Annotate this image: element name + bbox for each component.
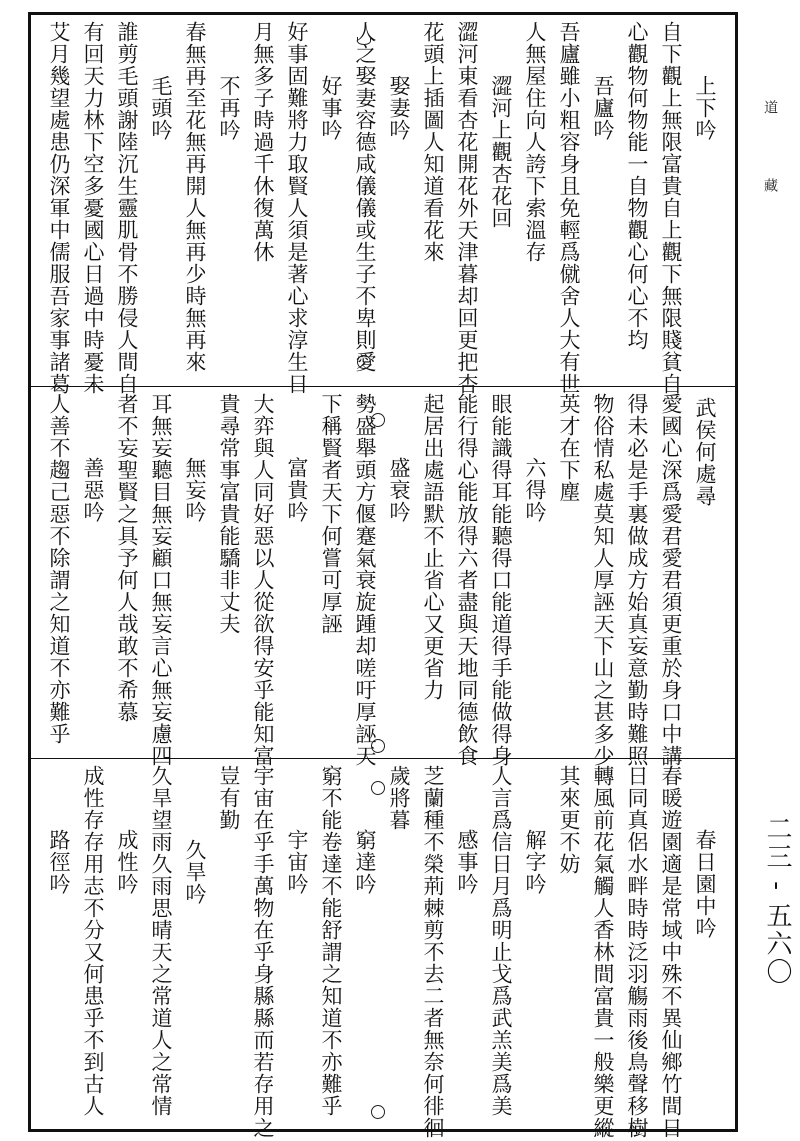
circle-marker-icon	[357, 37, 371, 45]
page-frame	[28, 12, 738, 1139]
text-column: 人言爲信日月爲明止戈爲武羔美爲美	[489, 765, 513, 1117]
text-column: 誰剪毛頭謝陸沉生靈肌骨不勝侵人間自	[115, 21, 139, 395]
poem-title: 窮達吟	[353, 829, 377, 895]
text-column: 耳無妄聽目無妄顧口無妄言心無妄慮四	[149, 393, 173, 767]
poem-title: 春日園中吟	[693, 829, 717, 939]
poem-title: 路徑吟	[47, 829, 71, 895]
margin-label-top: 道	[762, 100, 778, 120]
poem-title: 善惡吟	[81, 457, 105, 523]
poem-title: 武侯何處尋	[693, 397, 717, 507]
text-column: 窮不能卷達不能舒謂之知道不亦難乎	[319, 765, 343, 1117]
text-column: 春暖遊園適是常域中殊不異仙鄉竹間日	[659, 765, 683, 1139]
text-column: 眼能識得耳能聽得口能道得手能做得身	[489, 393, 513, 767]
text-column: 貴尋常事富貴能驕非丈夫	[217, 393, 241, 635]
text-column: 歲將暮	[387, 765, 411, 831]
text-column: 豈有勤	[217, 765, 241, 831]
text-column: 勢盛舉頭方偃蹇氣衰旋踵却嗟吁厚誣天	[353, 393, 377, 767]
text-column: 得未必是手裏做成方始真妄意勤時難照	[625, 393, 649, 767]
text-column: 自下觀上無限富貴自上觀下無限賤貧自	[659, 21, 683, 395]
poem-title: 富貴吟	[285, 457, 309, 523]
text-column: 大弈與人同好惡以人從欲得安乎能知富	[251, 393, 275, 767]
circle-marker-icon	[371, 781, 385, 795]
circle-marker-icon	[357, 355, 371, 369]
text-column: 芝蘭種不榮荊棘剪不去二者無奈何徘徊	[421, 765, 445, 1139]
text-column: 春無再至花無再開人無再少時無再來	[183, 21, 207, 373]
circle-marker-icon	[371, 1105, 385, 1119]
poem-title: 娶妻吟	[387, 75, 411, 141]
poem-title: 好事吟	[319, 75, 343, 141]
text-column: 物俗情私處莫知人厚誣天下山之甚多少	[591, 393, 615, 767]
text-column: 花頭上插圖人知道看花來	[421, 21, 445, 263]
text-column: 起居出處語默不止省心又更省力	[421, 393, 445, 701]
text-panel-bottom	[31, 759, 735, 1139]
text-column: 其來更不妨	[557, 765, 581, 875]
poem-title: 久旱吟	[183, 839, 207, 905]
poem-title: 感事吟	[455, 829, 479, 895]
text-column: 人無屋住向人誇下索溫存	[523, 21, 547, 263]
text-column: 心觀物何物能一自物觀心何心不均	[625, 21, 649, 351]
poem-title: 宇宙吟	[285, 829, 309, 895]
text-column: 吾廬雖小粗容身且免輕爲僦舍人大有世	[557, 21, 581, 395]
text-column: 日同真侶水畔時時泛羽觴雨後鳥聲移樹	[625, 765, 649, 1139]
text-column: 艾月幾望處患仍深軍中儒服吾家事諸葛	[47, 21, 71, 395]
text-column: 下稱賢者天下何嘗可厚誣	[319, 393, 343, 635]
poem-title: 毛頭吟	[149, 75, 173, 141]
margin-label-second: 藏	[762, 178, 778, 198]
text-column: 愛國心深爲愛君愛君須更重於身口中講	[659, 393, 683, 767]
text-column: 久旱望雨久雨思晴天之常道人之常情	[149, 765, 173, 1117]
text-column: 人之娶妻容德咸儀儀或生子不卑則愛	[353, 21, 377, 373]
text-column: 月無多子時過千休復萬休	[251, 21, 275, 263]
poem-title: 無妄吟	[183, 457, 207, 523]
poem-title: 六得吟	[523, 457, 547, 523]
poem-title: 不再吟	[217, 75, 241, 141]
poem-title: 吾廬吟	[591, 75, 615, 141]
text-column: 轉風前花氣觸人香林間富貴一般樂更縱	[591, 765, 615, 1139]
text-panel-middle	[31, 387, 735, 767]
folio-number: 二三 - 五六〇	[762, 815, 792, 987]
poem-title: 盛衰吟	[387, 457, 411, 523]
poem-title: 成性吟	[115, 829, 139, 895]
text-column: 宇宙在乎手萬物在乎身縣縣而若存用之	[251, 765, 275, 1139]
text-column: 好事固難將力取賢人須是著心求淳生日	[285, 21, 309, 395]
text-column: 者不妄聖賢之具予何人哉敢不希慕	[115, 393, 139, 723]
poem-title: 上下吟	[693, 75, 717, 141]
text-column: 有回天力林下空多憂國心日過中時憂未	[81, 21, 105, 395]
text-column: 英才在下塵	[557, 393, 581, 503]
text-panel-top	[31, 15, 735, 395]
text-column: 能行得心能放得六者盡與天地同德飲食	[455, 393, 479, 767]
text-column: 澀河東看杏花開花外天津暮却回更把杏	[455, 21, 479, 395]
poem-title: 解字吟	[523, 829, 547, 895]
circle-marker-icon	[371, 739, 385, 753]
circle-marker-icon	[371, 413, 385, 427]
poem-title: 澀河上觀杏花回	[489, 75, 513, 229]
text-column: 成性存存用志不分又何患乎不到古人	[81, 765, 105, 1117]
text-column: 人善不趨己惡不除謂之知道不亦難乎	[47, 393, 71, 745]
